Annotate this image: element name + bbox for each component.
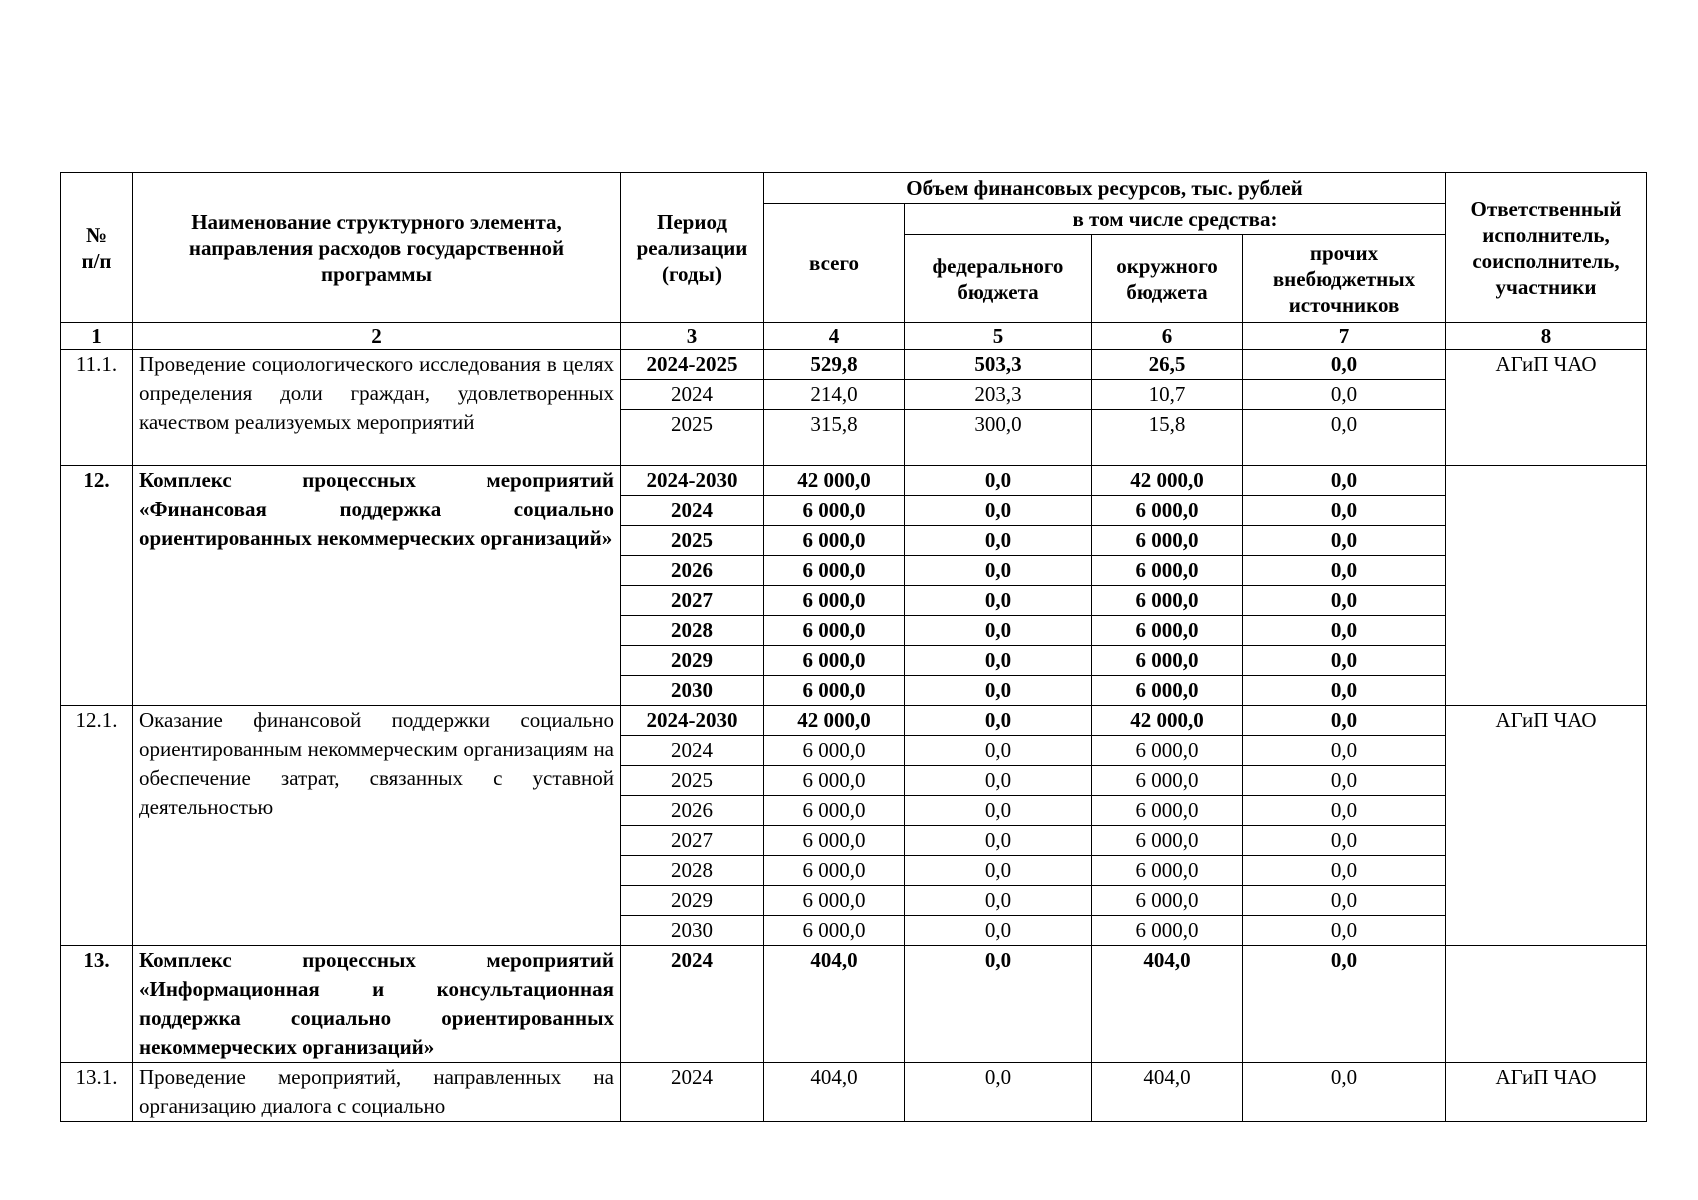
column-number: 1 <box>61 323 133 350</box>
district-cell: 42 000,0 <box>1092 466 1243 496</box>
period-cell: 2027 <box>621 586 764 616</box>
district-cell: 26,5 <box>1092 350 1243 380</box>
column-number: 4 <box>764 323 905 350</box>
total-cell: 42 000,0 <box>764 466 905 496</box>
header-period: Период реализации (годы) <box>621 173 764 323</box>
total-cell: 6 000,0 <box>764 616 905 646</box>
federal-cell: 0,0 <box>905 586 1092 616</box>
period-cell: 2024-2030 <box>621 466 764 496</box>
row-number: 12.1. <box>61 706 133 946</box>
total-cell: 404,0 <box>764 1063 905 1122</box>
period-cell: 2024 <box>621 946 764 1063</box>
district-cell: 6 000,0 <box>1092 676 1243 706</box>
other-cell: 0,0 <box>1243 616 1446 646</box>
federal-cell: 0,0 <box>905 1063 1092 1122</box>
total-cell: 6 000,0 <box>764 916 905 946</box>
other-cell: 0,0 <box>1243 856 1446 886</box>
other-cell: 0,0 <box>1243 796 1446 826</box>
federal-cell: 0,0 <box>905 616 1092 646</box>
total-cell: 6 000,0 <box>764 856 905 886</box>
total-cell: 6 000,0 <box>764 646 905 676</box>
federal-cell: 0,0 <box>905 556 1092 586</box>
period-cell: 2025 <box>621 410 764 466</box>
period-cell: 2028 <box>621 616 764 646</box>
other-cell: 0,0 <box>1243 496 1446 526</box>
header-total: всего <box>764 204 905 323</box>
total-cell: 529,8 <box>764 350 905 380</box>
row-number: 13.1. <box>61 1063 133 1122</box>
table-row <box>61 350 1647 380</box>
other-cell: 0,0 <box>1243 380 1446 410</box>
district-cell: 6 000,0 <box>1092 796 1243 826</box>
other-cell: 0,0 <box>1243 556 1446 586</box>
total-cell: 6 000,0 <box>764 826 905 856</box>
federal-cell: 0,0 <box>905 886 1092 916</box>
period-cell: 2029 <box>621 886 764 916</box>
district-cell: 10,7 <box>1092 380 1243 410</box>
financing-table <box>60 172 1647 1122</box>
other-cell: 0,0 <box>1243 766 1446 796</box>
table-row <box>61 1063 1647 1122</box>
district-cell: 6 000,0 <box>1092 646 1243 676</box>
header-district: окружного бюджета <box>1092 235 1243 323</box>
header-volume: Объем финансовых ресурсов, тыс. рублей <box>764 173 1446 204</box>
period-cell: 2027 <box>621 826 764 856</box>
period-cell: 2026 <box>621 556 764 586</box>
federal-cell: 0,0 <box>905 796 1092 826</box>
table-row <box>61 706 1647 736</box>
other-cell: 0,0 <box>1243 886 1446 916</box>
district-cell: 42 000,0 <box>1092 706 1243 736</box>
responsible-cell: АГиП ЧАО <box>1446 1063 1647 1122</box>
federal-cell: 0,0 <box>905 496 1092 526</box>
column-number-row <box>61 323 1647 350</box>
federal-cell: 0,0 <box>905 526 1092 556</box>
period-cell: 2029 <box>621 646 764 676</box>
federal-cell: 503,3 <box>905 350 1092 380</box>
responsible-cell: АГиП ЧАО <box>1446 706 1647 946</box>
row-number: 13. <box>61 946 133 1063</box>
total-cell: 214,0 <box>764 380 905 410</box>
column-number: 8 <box>1446 323 1647 350</box>
header-num: № п/п <box>61 173 133 323</box>
column-number: 6 <box>1092 323 1243 350</box>
other-cell: 0,0 <box>1243 586 1446 616</box>
federal-cell: 300,0 <box>905 410 1092 466</box>
total-cell: 6 000,0 <box>764 736 905 766</box>
other-cell: 0,0 <box>1243 1063 1446 1122</box>
district-cell: 6 000,0 <box>1092 736 1243 766</box>
federal-cell: 0,0 <box>905 856 1092 886</box>
row-number: 11.1. <box>61 350 133 466</box>
district-cell: 6 000,0 <box>1092 616 1243 646</box>
total-cell: 6 000,0 <box>764 496 905 526</box>
district-cell: 6 000,0 <box>1092 496 1243 526</box>
district-cell: 6 000,0 <box>1092 526 1243 556</box>
total-cell: 404,0 <box>764 946 905 1063</box>
row-number: 12. <box>61 466 133 706</box>
total-cell: 6 000,0 <box>764 796 905 826</box>
total-cell: 6 000,0 <box>764 676 905 706</box>
responsible-cell: АГиП ЧАО <box>1446 350 1647 466</box>
period-cell: 2024-2025 <box>621 350 764 380</box>
district-cell: 6 000,0 <box>1092 766 1243 796</box>
header-including: в том числе средства: <box>905 204 1446 235</box>
total-cell: 6 000,0 <box>764 766 905 796</box>
federal-cell: 0,0 <box>905 706 1092 736</box>
period-cell: 2024 <box>621 736 764 766</box>
other-cell: 0,0 <box>1243 410 1446 466</box>
federal-cell: 0,0 <box>905 676 1092 706</box>
federal-cell: 0,0 <box>905 916 1092 946</box>
federal-cell: 0,0 <box>905 736 1092 766</box>
district-cell: 6 000,0 <box>1092 556 1243 586</box>
item-name: Проведение мероприятий, направленных на организацию диалога с социально <box>133 1063 621 1122</box>
federal-cell: 0,0 <box>905 466 1092 496</box>
item-name: Оказание финансовой поддержки социально ориентированным некоммерческим организациям на обеспечение затрат, связанных с уставной деятельностью <box>133 706 621 946</box>
other-cell: 0,0 <box>1243 916 1446 946</box>
period-cell: 2025 <box>621 526 764 556</box>
responsible-cell <box>1446 946 1647 1063</box>
other-cell: 0,0 <box>1243 736 1446 766</box>
total-cell: 6 000,0 <box>764 526 905 556</box>
header-responsible: Ответственный исполнитель, соисполнитель, участники <box>1446 173 1647 323</box>
period-cell: 2026 <box>621 796 764 826</box>
other-cell: 0,0 <box>1243 350 1446 380</box>
column-number: 3 <box>621 323 764 350</box>
federal-cell: 0,0 <box>905 946 1092 1063</box>
district-cell: 6 000,0 <box>1092 856 1243 886</box>
other-cell: 0,0 <box>1243 526 1446 556</box>
period-cell: 2024 <box>621 1063 764 1122</box>
period-cell: 2030 <box>621 916 764 946</box>
district-cell: 404,0 <box>1092 946 1243 1063</box>
header-name: Наименование структурного элемента, направления расходов государственной программы <box>133 173 621 323</box>
period-cell: 2028 <box>621 856 764 886</box>
column-number: 7 <box>1243 323 1446 350</box>
total-cell: 6 000,0 <box>764 586 905 616</box>
column-number: 2 <box>133 323 621 350</box>
district-cell: 6 000,0 <box>1092 916 1243 946</box>
other-cell: 0,0 <box>1243 466 1446 496</box>
item-name: Проведение социологического исследования в целях определения доли граждан, удовлетворенных качеством реализуемых мероприятий <box>133 350 621 466</box>
item-name: Комплекс процессных мероприятий «Финансовая поддержка социально ориентированных некоммерческих организаций» <box>133 466 621 706</box>
period-cell: 2024 <box>621 496 764 526</box>
period-cell: 2030 <box>621 676 764 706</box>
other-cell: 0,0 <box>1243 646 1446 676</box>
header-other: прочих внебюджетных источников <box>1243 235 1446 323</box>
federal-cell: 0,0 <box>905 646 1092 676</box>
period-cell: 2025 <box>621 766 764 796</box>
table-row <box>61 466 1647 496</box>
federal-cell: 0,0 <box>905 826 1092 856</box>
header-federal: федерального бюджета <box>905 235 1092 323</box>
total-cell: 6 000,0 <box>764 886 905 916</box>
table-body <box>61 350 1647 1122</box>
total-cell: 315,8 <box>764 410 905 466</box>
column-number: 5 <box>905 323 1092 350</box>
other-cell: 0,0 <box>1243 706 1446 736</box>
district-cell: 404,0 <box>1092 1063 1243 1122</box>
responsible-cell <box>1446 466 1647 706</box>
period-cell: 2024 <box>621 380 764 410</box>
federal-cell: 0,0 <box>905 766 1092 796</box>
item-name: Комплекс процессных мероприятий «Информационная и консультационная поддержка социально ориентированных некоммерческих организаций» <box>133 946 621 1063</box>
district-cell: 15,8 <box>1092 410 1243 466</box>
other-cell: 0,0 <box>1243 946 1446 1063</box>
total-cell: 42 000,0 <box>764 706 905 736</box>
federal-cell: 203,3 <box>905 380 1092 410</box>
period-cell: 2024-2030 <box>621 706 764 736</box>
district-cell: 6 000,0 <box>1092 826 1243 856</box>
table-row <box>61 946 1647 1063</box>
total-cell: 6 000,0 <box>764 556 905 586</box>
other-cell: 0,0 <box>1243 676 1446 706</box>
other-cell: 0,0 <box>1243 826 1446 856</box>
district-cell: 6 000,0 <box>1092 586 1243 616</box>
district-cell: 6 000,0 <box>1092 886 1243 916</box>
